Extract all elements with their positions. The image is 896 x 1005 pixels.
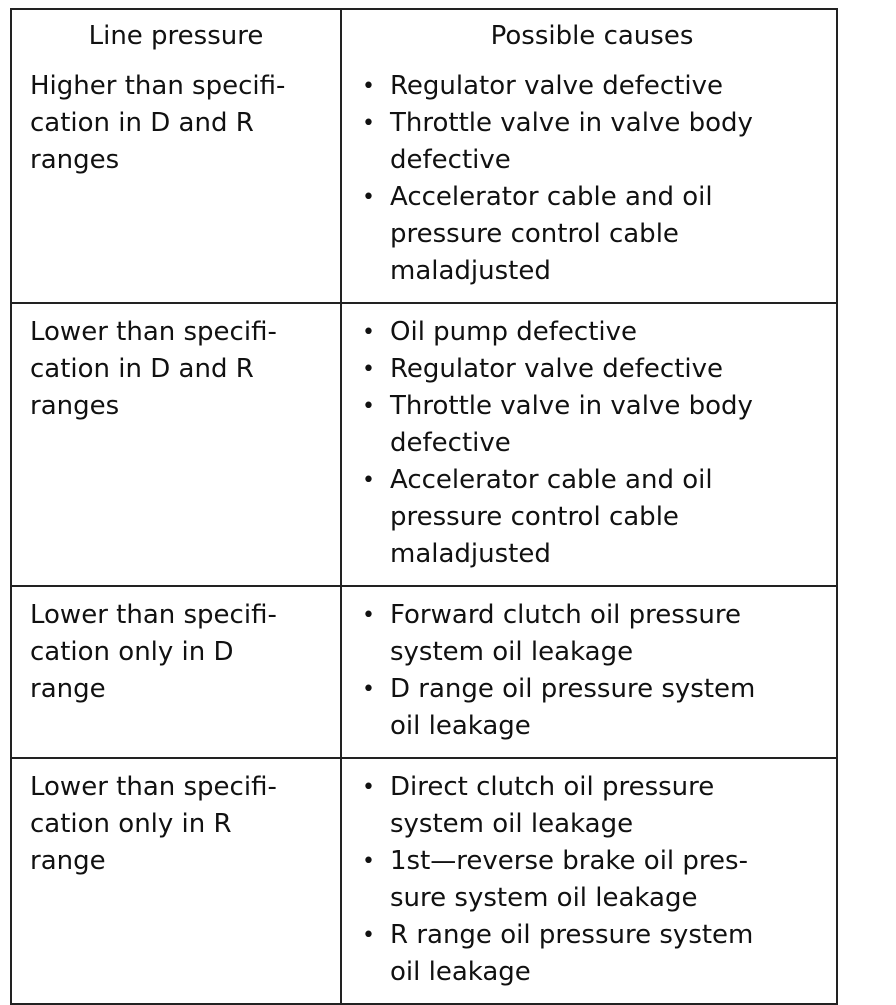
cause-text (390, 105, 753, 179)
cause-line: Direct clutch oil pressure (390, 772, 715, 802)
header-possible-causes: Possible causes (490, 21, 694, 51)
condition-line: Lower than specifi- (30, 317, 277, 347)
line-pressure-table (10, 8, 838, 1005)
condition-cell (12, 58, 342, 302)
cause-line: 1st—reverse brake oil pres- (390, 846, 748, 876)
table-row (12, 58, 836, 302)
cause-item (362, 917, 822, 991)
cause-text (390, 462, 713, 573)
cause-line: pressure control cable (390, 219, 679, 249)
cause-text (390, 671, 755, 745)
cause-line: system oil leakage (390, 809, 634, 839)
condition-cell (12, 587, 342, 757)
condition-line: range (30, 846, 106, 876)
condition-line: ranges (30, 391, 120, 421)
bullet-icon: • (362, 111, 375, 136)
table-row (12, 585, 836, 757)
condition-cell (12, 759, 342, 1003)
cause-item (362, 462, 822, 573)
cause-line: R range oil pressure system (390, 920, 754, 950)
cause-item (362, 597, 822, 671)
causes-cell (342, 759, 836, 1003)
cause-text (390, 314, 637, 351)
bullet-icon: • (362, 468, 375, 493)
cause-line: Forward clutch oil pressure (390, 600, 741, 630)
condition-cell (12, 304, 342, 585)
condition-line: ranges (30, 145, 120, 175)
bullet-icon: • (362, 357, 375, 382)
cause-text (390, 917, 753, 991)
condition-line: cation in D and R (30, 354, 254, 384)
cause-text (390, 351, 723, 388)
condition-line: cation only in D (30, 637, 234, 667)
cause-text (390, 179, 713, 290)
cause-line: pressure control cable (390, 502, 679, 532)
cause-item (362, 68, 822, 105)
table-row (12, 757, 836, 1003)
cause-item (362, 843, 822, 917)
cause-item (362, 314, 822, 351)
cause-item (362, 105, 822, 179)
cause-line: Accelerator cable and oil (390, 182, 713, 212)
cause-item (362, 671, 822, 745)
cause-text (390, 597, 741, 671)
causes-cell (342, 58, 836, 302)
bullet-icon: • (362, 775, 375, 800)
condition-line: range (30, 674, 106, 704)
condition-line: Higher than specifi- (30, 71, 286, 101)
bullet-icon: • (362, 185, 375, 210)
bullet-icon: • (362, 394, 375, 419)
condition-line: Lower than specifi- (30, 600, 277, 630)
cause-line: D range oil pressure system (390, 674, 756, 704)
cause-item (362, 351, 822, 388)
condition-line: cation only in R (30, 809, 232, 839)
condition-line: cation in D and R (30, 108, 254, 138)
bullet-icon: • (362, 603, 375, 628)
cause-line: Throttle valve in valve body (390, 108, 753, 138)
causes-cell (342, 304, 836, 585)
table-row (12, 302, 836, 585)
cause-line: system oil leakage (390, 637, 634, 667)
bullet-icon: • (362, 74, 375, 99)
cause-line: defective (390, 145, 511, 175)
cause-text (390, 68, 723, 105)
cause-text (390, 769, 714, 843)
cause-item (362, 388, 822, 462)
cause-line: oil leakage (390, 711, 531, 741)
cause-line: sure system oil leakage (390, 883, 698, 913)
bullet-icon: • (362, 849, 375, 874)
cause-text (390, 843, 748, 917)
cause-item (362, 179, 822, 290)
cause-item (362, 769, 822, 843)
cause-line: Accelerator cable and oil (390, 465, 713, 495)
cause-line: Oil pump defective (390, 317, 637, 347)
cause-text (390, 388, 753, 462)
header-line-pressure: Line pressure (12, 10, 342, 58)
cause-line: Regulator valve defective (390, 354, 724, 384)
cause-line: maladjusted (390, 539, 551, 569)
causes-cell (342, 587, 836, 757)
cause-line: Regulator valve defective (390, 71, 724, 101)
condition-line: Lower than specifi- (30, 772, 277, 802)
bullet-icon: • (362, 923, 375, 948)
table-header-row (12, 10, 836, 58)
bullet-icon: • (362, 320, 375, 345)
cause-line: defective (390, 428, 511, 458)
cause-line: oil leakage (390, 957, 531, 987)
bullet-icon: • (362, 677, 375, 702)
cause-line: maladjusted (390, 256, 551, 286)
cause-line: Throttle valve in valve body (390, 391, 753, 421)
